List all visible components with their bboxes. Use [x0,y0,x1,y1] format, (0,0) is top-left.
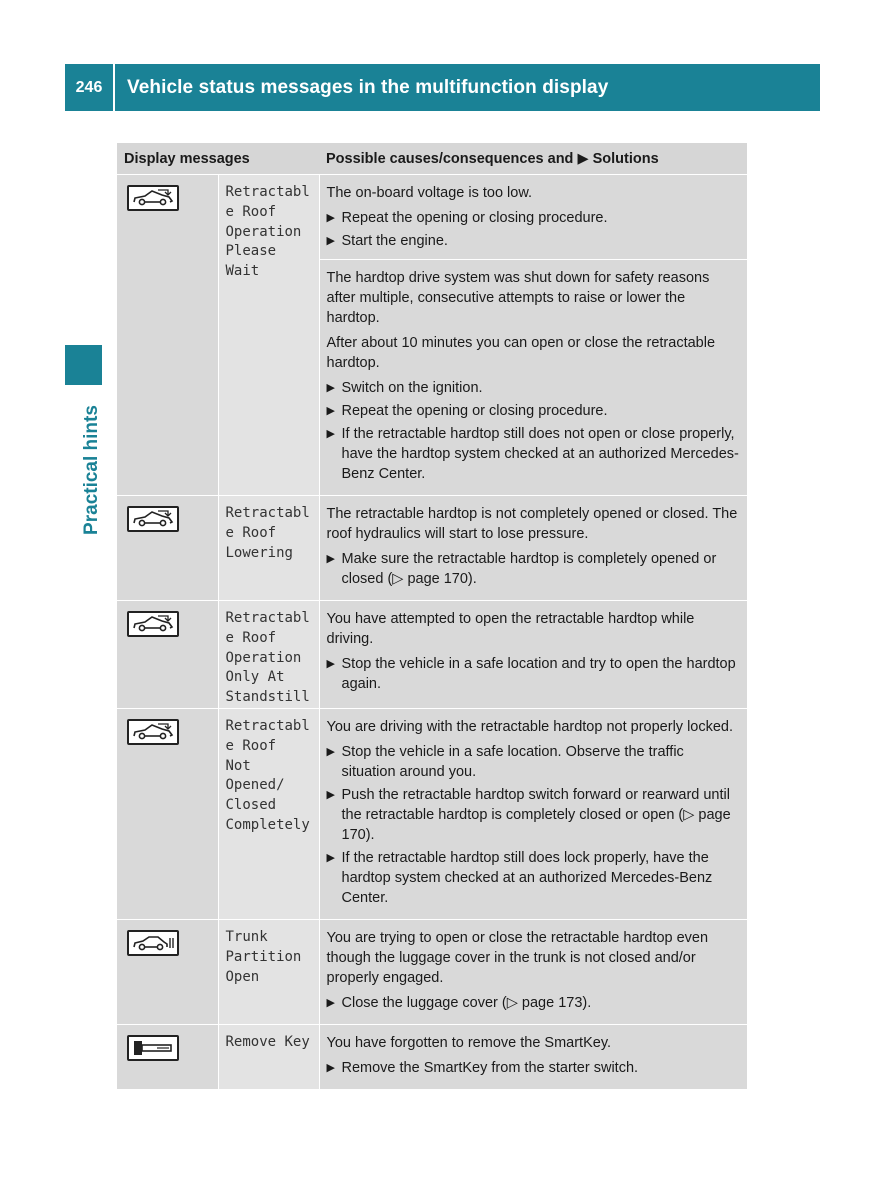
step-arrow-icon: ▶ [326,553,335,565]
convertible-roof-icon [127,185,179,211]
table-header-row [117,143,747,175]
solution-step-text: Switch on the ignition. [341,380,483,396]
cause-paragraph: The on-board voltage is too low. [326,185,533,201]
section-tab-label: Practical hints [81,405,102,535]
solution-cell [319,919,747,1024]
cause-paragraph: You are driving with the retractable hardtop not properly locked. [326,718,734,735]
cause-paragraph: You have forgotten to remove the SmartKey. [326,1034,612,1051]
solution-step [327,208,742,228]
solution-cell [319,601,747,709]
solution-step [327,378,742,398]
solution-step-text: If the retractable hardtop still does not open or close properly, have the hardtop system checked at an authorized Mercedes-Benz Center. [341,426,739,482]
display-icon-cell [117,496,218,601]
table-row [117,175,747,496]
solution-step-text: Close the luggage cover (▷ page 173). [341,994,592,1011]
block-divider [320,259,748,260]
solution-cell [319,1024,747,1089]
solution-step-text: Make sure the retractable hardtop is completely opened or closed (▷ page 170). [341,551,717,587]
step-arrow-icon: ▶ [326,658,335,670]
page-number: 246 [65,64,115,111]
display-message-text: Retractabl e Roof Operation Only At Standstill [218,601,319,709]
solution-step [327,848,742,908]
solution-step [327,424,742,484]
page-title: Vehicle status messages in the multifunction display [127,76,609,98]
status-messages-table [117,143,747,1090]
display-icon-cell [117,919,218,1024]
column-header-causes-solutions: Possible causes/consequences and ▶ Solutions [319,143,747,175]
smartkey-icon [127,1035,179,1061]
table-row [117,601,747,709]
display-message-text: Remove Key [218,1024,319,1089]
step-arrow-icon: ▶ [326,788,335,801]
display-message-text: Retractabl e Roof Lowering [218,496,319,601]
table-row [117,1024,747,1089]
column-header-display-messages: Display messages [117,143,319,175]
trunk-partition-icon [127,930,179,956]
solution-step-text: Repeat the opening or closing procedure. [341,210,608,226]
table-row [117,496,747,601]
step-arrow-icon: ▶ [326,745,335,758]
solution-cell [319,708,747,919]
solution-step [327,1058,742,1078]
cause-paragraph: You are trying to open or close the retractable hardtop even though the luggage cover in the trunk is not closed and/or properly engaged. [326,929,709,986]
solution-cell [319,496,747,601]
solution-step-text: Push the retractable hardtop switch forward or rearward until the retractable hardtop is completely closed or open (▷ page 170). [341,786,731,843]
solution-step [327,654,742,694]
display-icon-cell [117,175,218,496]
table-row [117,708,747,919]
solution-step [327,993,742,1013]
solution-step [327,785,742,845]
step-arrow-icon: ▶ [326,1061,335,1074]
convertible-roof-icon [127,719,179,745]
display-icon-cell [117,1024,218,1089]
solution-step-text: Remove the SmartKey from the starter switch. [341,1059,639,1076]
cause-paragraph: After about 10 minutes you can open or close the retractable hardtop. [326,335,716,371]
step-arrow-icon: ▶ [326,235,335,247]
display-message-text: Trunk Partition Open [218,919,319,1024]
solution-step-text: Start the engine. [341,233,448,249]
step-arrow-icon: ▶ [326,382,335,394]
convertible-roof-icon [127,506,179,532]
convertible-roof-icon [127,611,179,637]
step-arrow-icon: ▶ [326,996,335,1009]
display-message-text: Retractabl e Roof Not Opened/ Closed Completely [218,708,319,919]
page-header [65,64,820,111]
step-arrow-icon: ▶ [326,212,335,224]
step-arrow-icon: ▶ [326,428,335,440]
solution-step-text: Stop the vehicle in a safe location and try to open the hardtop again. [341,656,736,692]
cause-paragraph: The retractable hardtop is not completely opened or closed. The roof hydraulics will start to lose pressure. [326,506,738,542]
solution-step [327,742,742,782]
solution-step [327,549,742,589]
section-marker [65,345,102,385]
solution-step [327,401,742,421]
step-arrow-icon: ▶ [326,405,335,417]
cause-paragraph: The hardtop drive system was shut down for safety reasons after multiple, consecutive attempts to raise or lower the hardtop. [326,270,710,326]
solution-cell [319,175,747,496]
solution-step-text: Stop the vehicle in a safe location. Observe the traffic situation around you. [341,743,684,780]
table-row [117,919,747,1024]
solution-step [327,231,742,251]
solution-step-text: If the retractable hardtop still does lock properly, have the hardtop system checked at an authorized Mercedes-Benz Center. [341,849,713,906]
solution-step-text: Repeat the opening or closing procedure. [341,403,608,419]
display-icon-cell [117,708,218,919]
step-arrow-icon: ▶ [326,851,335,864]
display-icon-cell [117,601,218,709]
cause-paragraph: You have attempted to open the retractable hardtop while driving. [326,611,695,647]
display-message-text: Retractabl e Roof Operation Please Wait [218,175,319,496]
